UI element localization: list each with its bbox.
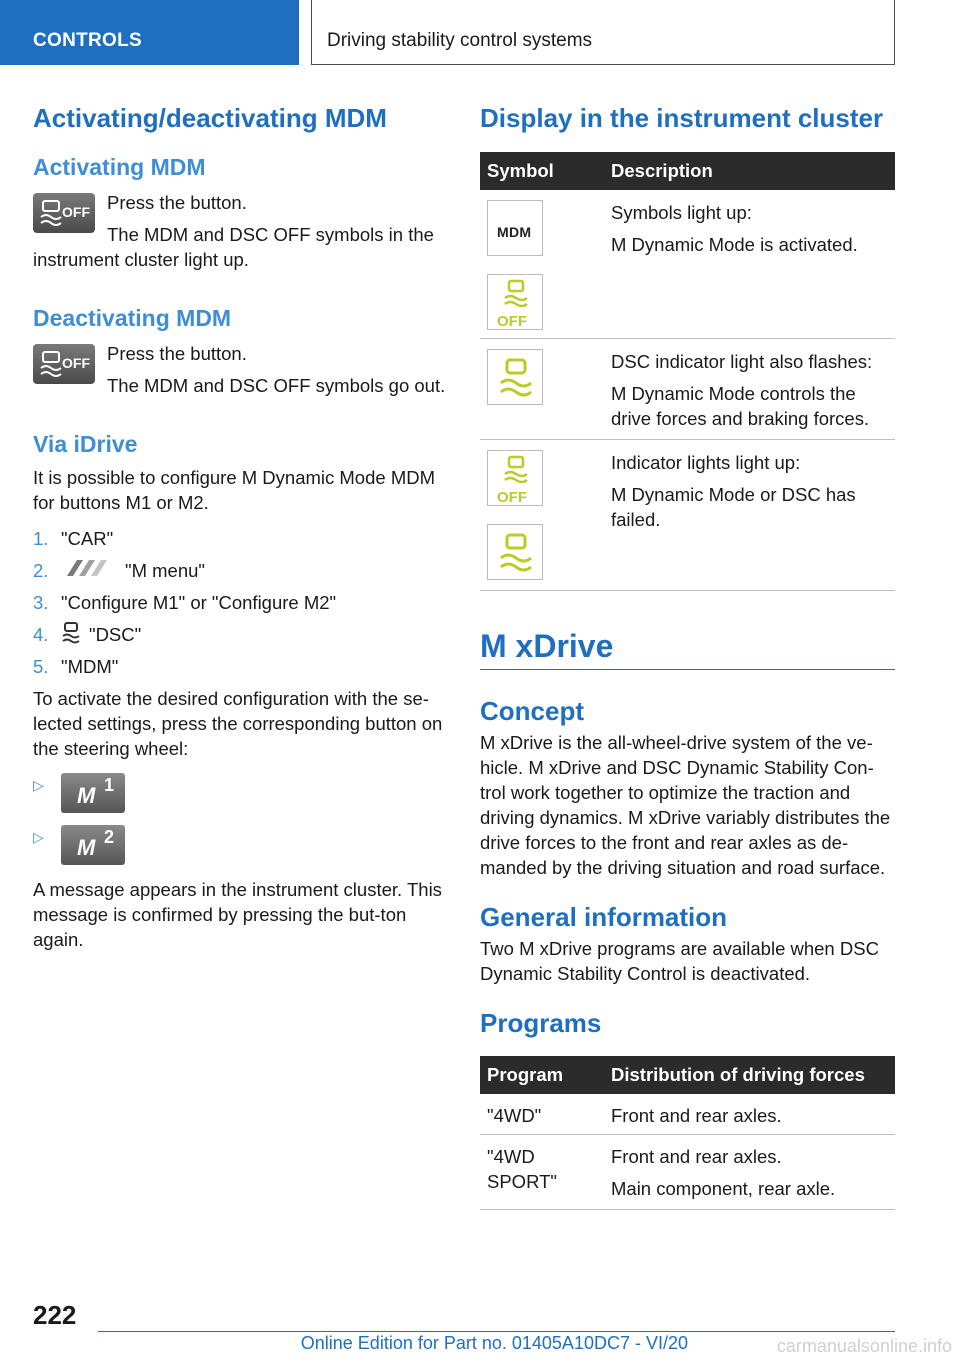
bullet-m1: [33, 773, 448, 813]
step-3: 3. "Configure M1" or "Configure M2": [33, 592, 337, 613]
deactivating-line2: The MDM and DSC OFF symbols go out.: [107, 375, 446, 396]
edition-text: Online Edition for Part no. 01405A10DC7 - VI/20: [300, 1333, 688, 1353]
table-row: "4WD" Front and rear axles.: [480, 1094, 895, 1135]
dsc-icon: [61, 622, 81, 644]
chapter-title: Driving stability control systems: [327, 30, 593, 51]
heading-idrive: Via iDrive: [33, 431, 138, 457]
section-heading-mdm: Activating/deactivating MDM: [33, 103, 387, 133]
step-4: 4. "DSC": [33, 624, 142, 645]
m-menu-icon: [61, 558, 117, 578]
concept-text: M xDrive is the all-wheel-drive system of the ve-hicle. M xDrive and DSC Dynamic Stability Con-trol work together to optimize the traction and driving dynamics. M xDrive variably distributes the drive forces to the front and rear axles as de-manded by the driving situation and road surface.: [480, 732, 891, 878]
mdm-indicator-icon: MDM: [487, 200, 543, 256]
idrive-steps: [33, 526, 448, 679]
left-column: [33, 100, 448, 952]
triangle-bullet-icon: ▷: [33, 829, 44, 845]
deactivating-line1: Press the button.: [107, 343, 247, 364]
step-5: 5. "MDM": [33, 656, 119, 677]
heading-concept: Concept: [480, 696, 584, 726]
right-column: [480, 100, 895, 1210]
table-row: DSC indicator light also flashes: M Dynamic Mode controls the drive forces and braking forces.: [480, 339, 895, 440]
bullet-m2: [33, 825, 448, 865]
section-title: CONTROLS: [33, 30, 143, 51]
dsc-indicator-icon: [487, 349, 543, 405]
heading-general: General information: [480, 902, 728, 932]
m-button-list: [33, 773, 448, 865]
activating-block: [33, 190, 448, 272]
heading-deactivating: Deactivating MDM: [33, 305, 232, 331]
dsc-off-button-icon: OFF: [33, 193, 95, 233]
dsc-off-indicator-icon: OFF: [487, 274, 543, 330]
xdrive-title: M xDrive: [480, 625, 895, 670]
heading-activating: Activating MDM: [33, 154, 206, 180]
heading-programs: Programs: [480, 1008, 602, 1038]
step-1: 1. "CAR": [33, 528, 114, 549]
general-text: Two M xDrive programs are available when DSC Dynamic Stability Control is deactivated.: [480, 938, 879, 984]
activate-text: To activate the desired configuration with the se-lected settings, press the corresponding button on the steering wheel:: [33, 688, 443, 759]
display-heading: Display in the instrument cluster: [480, 103, 884, 133]
activating-line1: Press the button.: [107, 192, 247, 213]
table-row: MDM OFF Symbols light up: M Dynamic Mode is activated.: [480, 190, 895, 339]
table-row: OFF Indicator lights light up: M Dynamic Mode or DSC has failed.: [480, 440, 895, 591]
deactivating-block: [33, 341, 448, 398]
m1-button-icon: M 1: [61, 773, 125, 813]
watermark: carmanualsonline.info: [776, 1336, 952, 1356]
programs-table-header: Program Distribution of driving forces: [480, 1056, 895, 1094]
dsc-off-button-icon-2: OFF: [33, 344, 95, 384]
footer-divider: [98, 1331, 895, 1332]
indicator-table-header: Symbol Description: [480, 152, 895, 190]
idrive-intro: It is possible to configure M Dynamic Mode MDM for buttons M1 or M2.: [33, 467, 435, 513]
activating-line2: The MDM and DSC OFF symbols in the instrument cluster light up.: [33, 224, 434, 270]
dsc-failure-icon: [487, 524, 543, 580]
message-text: A message appears in the instrument cluster. This message is confirmed by pressing the but-ton again.: [33, 879, 442, 950]
triangle-bullet-icon: ▷: [33, 777, 44, 793]
page-number: 222: [33, 1300, 77, 1330]
indicator-table: [480, 152, 895, 591]
chapter-header: [311, 0, 895, 65]
step-2: 2. "M menu": [33, 560, 205, 581]
dsc-off-failure-icon: OFF: [487, 450, 543, 506]
programs-table: [480, 1056, 895, 1210]
section-tab: [0, 0, 299, 65]
m2-button-icon: M 2: [61, 825, 125, 865]
table-row: "4WD SPORT" Front and rear axles. Main component, rear axle.: [480, 1135, 895, 1210]
